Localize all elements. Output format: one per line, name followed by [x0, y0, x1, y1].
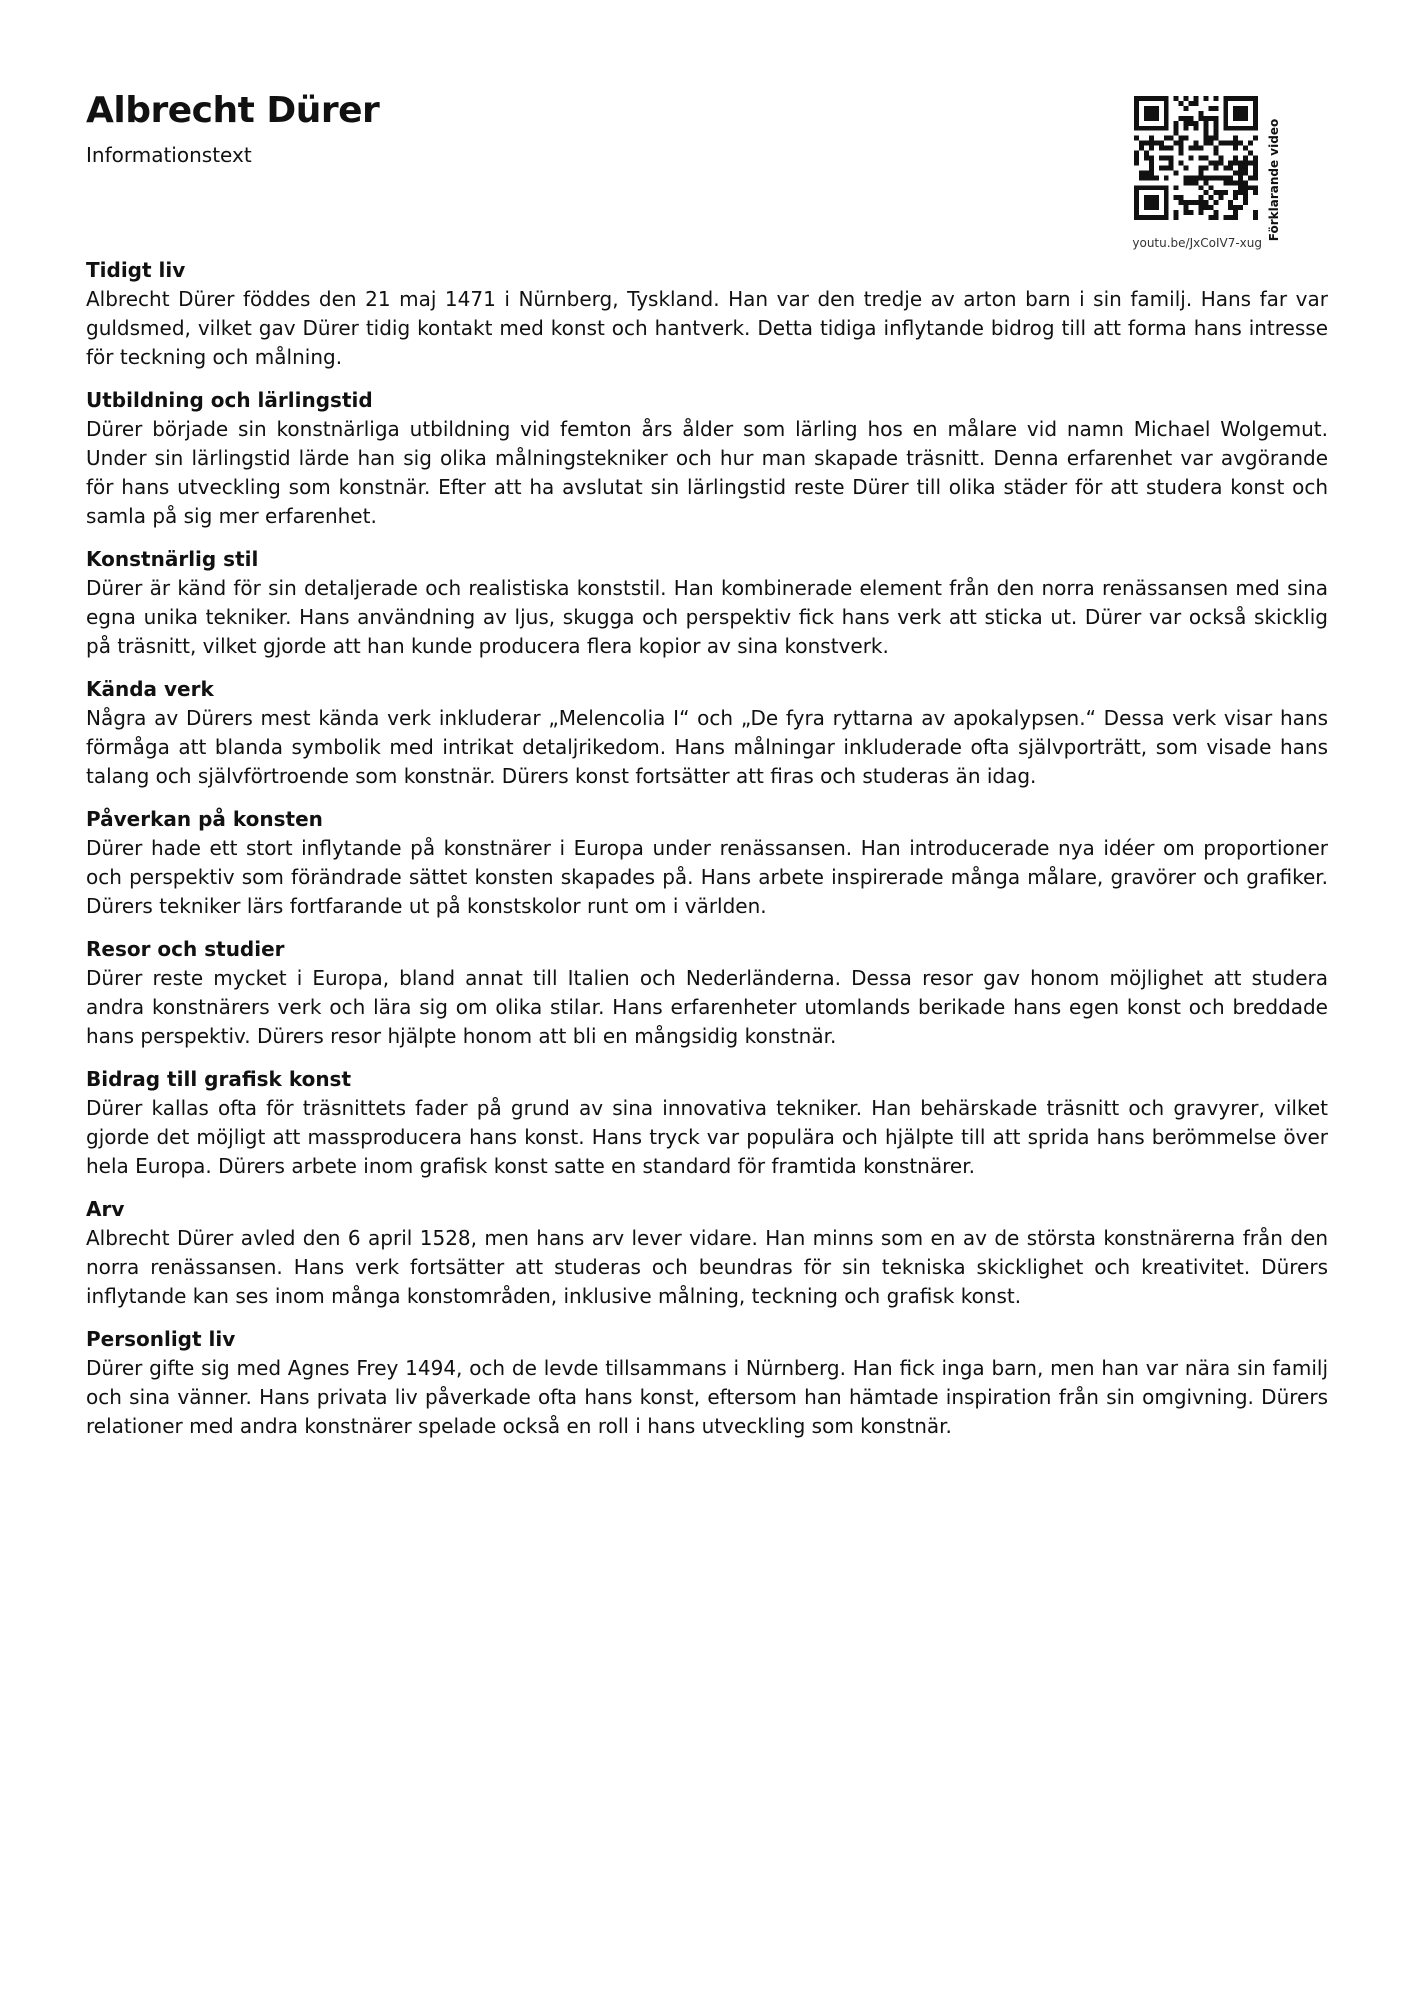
qr-url[interactable]: youtu.be/JxCoIV7-xug: [1132, 236, 1262, 250]
qr-block: [1124, 96, 1284, 256]
section: [86, 935, 1328, 1051]
section: [86, 1195, 1328, 1311]
section-heading: Utbildning och lärlingstid: [86, 388, 373, 412]
section-body: Några av Dürers mest kända verk inkluderar „Melencolia I“ och „De fyra ryttarna av apokalypsen.“ Dessa verk visar hans förmåga att blanda symbolik med intrikat detaljrikedom. Hans målningar inkluderade ofta självporträtt, som visade hans talang och självförtroende som konstnär. Dürers konst fortsätter att firas och studeras än idag.: [86, 706, 1328, 788]
section-heading: Personligt liv: [86, 1327, 236, 1351]
section-heading: Påverkan på konsten: [86, 807, 323, 831]
section: [86, 1065, 1328, 1181]
section-body: Dürer började sin konstnärliga utbildning vid femton års ålder som lärling hos en målare vid namn Michael Wolgemut. Under sin lärlingstid lärde han sig olika målningstekniker och hur man skapade träsnitt. Denna erfarenhet var avgörande för hans utveckling som konstnär. Efter att ha avslutat sin lärlingstid reste Dürer till olika städer för att studera konst och samla på sig mer erfarenhet.: [86, 417, 1328, 528]
section-body: Albrecht Dürer avled den 6 april 1528, men hans arv lever vidare. Han minns som en av de största konstnärerna från den norra renässansen. Hans verk fortsätter att studeras och beundras för sin tekniska skicklighet och kreativitet. Dürers inflytande kan ses inom många konstområden, inklusive målning, teckning och grafisk konst.: [86, 1226, 1328, 1308]
section-heading: Konstnärlig stil: [86, 547, 259, 571]
section-body: Dürer kallas ofta för träsnittets fader på grund av sina innovativa tekniker. Han behärskade träsnitt och gravyrer, vilket gjorde det möjligt att massproducera hans konst. Hans tryck var populära och hjälpte till att sprida hans berömmelse över hela Europa. Dürers arbete inom grafisk konst satte en standard för framtida konstnärer.: [86, 1096, 1328, 1178]
page-title: Albrecht Dürer: [86, 90, 380, 131]
section-heading: Resor och studier: [86, 937, 285, 961]
document-body: [86, 256, 1328, 1455]
qr-label: [1262, 116, 1286, 244]
section: [86, 1325, 1328, 1441]
section-body: Albrecht Dürer föddes den 21 maj 1471 i Nürnberg, Tyskland. Han var den tredje av arton barn i sin familj. Hans far var guldsmed, vilket gav Dürer tidig kontakt med konst och hantverk. Detta tidiga inflytande bidrog till att forma hans intresse för teckning och målning.: [86, 287, 1328, 369]
section: [86, 545, 1328, 661]
section-body: Dürer reste mycket i Europa, bland annat till Italien och Nederländerna. Dessa resor gav honom möjlighet att studera andra konstnärers verk och lära sig om olika stilar. Hans erfarenheter utomlands berikade hans egen konst och breddade hans perspektiv. Dürers resor hjälpte honom att bli en mångsidig konstnär.: [86, 966, 1328, 1048]
section: [86, 805, 1328, 921]
section: [86, 386, 1328, 531]
section-heading: Arv: [86, 1197, 125, 1221]
page-subtitle: Informationstext: [86, 143, 252, 167]
section-body: Dürer är känd för sin detaljerade och realistiska konststil. Han kombinerade element från den norra renässansen med sina egna unika tekniker. Hans användning av ljus, skugga och perspektiv fick hans verk att sticka ut. Dürer var också skicklig på träsnitt, vilket gjorde att han kunde producera flera kopior av sina konstverk.: [86, 576, 1328, 658]
section-body: Dürer hade ett stort inflytande på konstnärer i Europa under renässansen. Han introducerade nya idéer om proportioner och perspektiv som förändrade sättet konsten skapades på. Hans arbete inspirerade många målare, gravörer och grafiker. Dürers tekniker lärs fortfarande ut på konstskolor runt om i världen.: [86, 836, 1328, 918]
section: [86, 256, 1328, 372]
section-heading: Tidigt liv: [86, 258, 186, 282]
qr-label-text: Förklarande video: [1267, 118, 1281, 242]
section-heading: Bidrag till grafisk konst: [86, 1067, 352, 1091]
section: [86, 675, 1328, 791]
section-heading: Kända verk: [86, 677, 214, 701]
qr-code-icon[interactable]: [1134, 96, 1258, 220]
section-body: Dürer gifte sig med Agnes Frey 1494, och de levde tillsammans i Nürnberg. Han fick inga barn, men han var nära sin familj och sina vänner. Hans privata liv påverkade ofta hans konst, eftersom han hämtade inspiration från sin omgivning. Dürers relationer med andra konstnärer spelade också en roll i hans utveckling som konstnär.: [86, 1356, 1328, 1438]
